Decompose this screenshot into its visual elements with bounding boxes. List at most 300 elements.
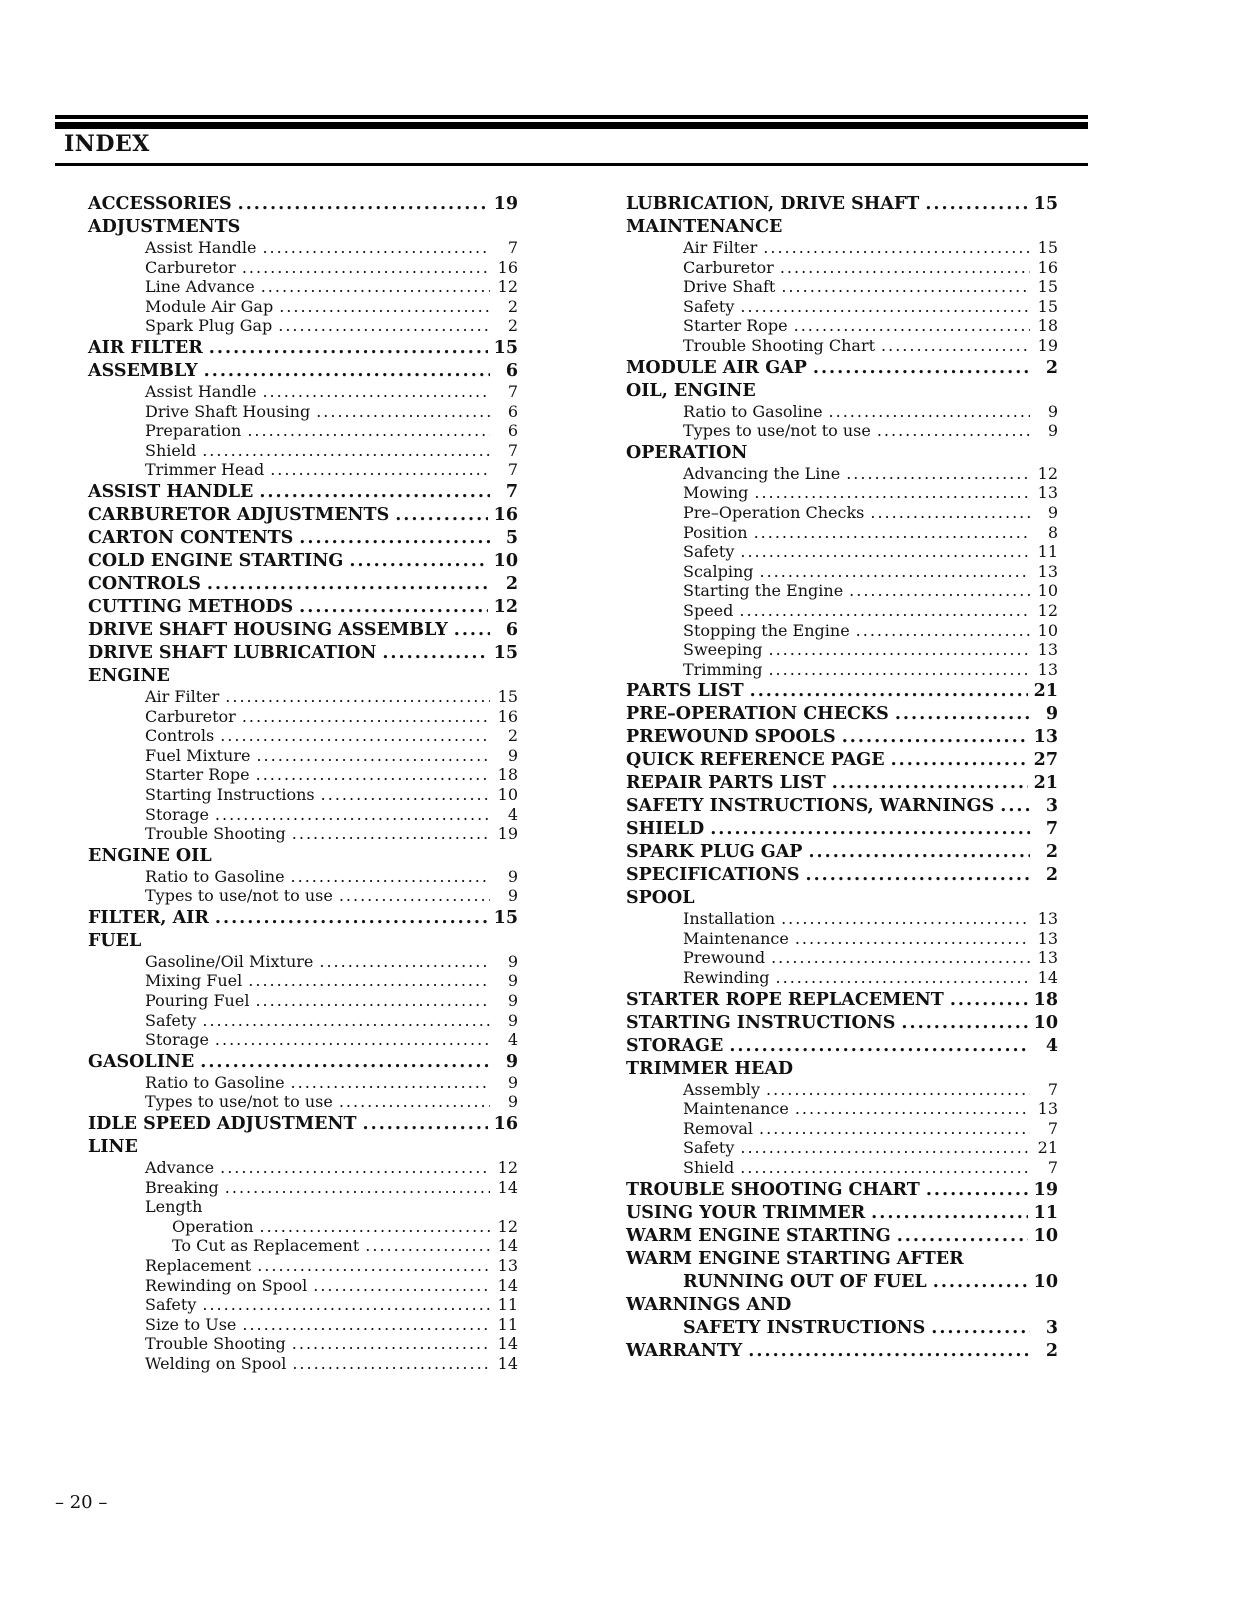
dot-leader	[256, 746, 490, 766]
index-subentry	[88, 460, 518, 480]
entry-page-number: 8	[1047, 522, 1058, 542]
entry-label: Replacement	[145, 1256, 252, 1275]
dot-leader	[781, 909, 1030, 929]
entry-page-number: 7	[507, 460, 518, 480]
index-entry	[88, 642, 518, 664]
entry-page-number: 9	[1047, 502, 1058, 522]
entry-label: Safety	[145, 1010, 197, 1030]
entry-label: Breaking	[145, 1177, 219, 1197]
dot-leader	[901, 1012, 1027, 1034]
entry-label: CUTTING METHODS	[88, 596, 294, 617]
entry-label: SPOOL	[626, 888, 695, 909]
entry-page-number: 13	[1037, 1099, 1058, 1119]
entry-label: Speed	[683, 600, 734, 620]
dot-leader	[740, 542, 1030, 562]
index-subentry	[626, 258, 1058, 278]
dot-leader	[292, 1354, 490, 1374]
header-rule-bottom	[55, 163, 1088, 166]
index-subentry	[88, 258, 518, 278]
index-entry	[88, 337, 518, 359]
entry-label: CONTROLS	[88, 573, 201, 594]
entry-label: Trouble Shooting Chart	[683, 335, 876, 355]
entry-page-number: 9	[507, 1010, 518, 1030]
index-subentry	[626, 421, 1058, 441]
index-entry	[88, 1136, 518, 1158]
index-entry	[88, 619, 518, 641]
index-column-right	[626, 192, 1058, 1362]
entry-page-number: 14	[497, 1177, 518, 1197]
dot-leader	[926, 1179, 1028, 1201]
dot-leader	[279, 297, 490, 317]
entry-label: Safety	[683, 296, 735, 316]
dot-leader	[257, 1256, 490, 1276]
dot-leader	[877, 421, 1030, 441]
entry-label: Types to use/not to use	[145, 1092, 333, 1112]
entry-label: Maintenance	[683, 928, 789, 948]
dot-leader	[780, 258, 1030, 278]
entry-page-number: 11	[1037, 542, 1058, 562]
entry-label: Stopping the Engine	[683, 620, 850, 640]
dot-leader	[299, 596, 487, 618]
dot-leader	[881, 336, 1030, 356]
dot-leader	[321, 785, 490, 805]
dot-leader	[454, 619, 490, 641]
index-subentry	[88, 886, 518, 906]
dot-leader	[270, 460, 490, 480]
entry-label: SAFETY INSTRUCTIONS, WARNINGS	[626, 796, 995, 817]
dot-leader	[220, 1158, 490, 1178]
entry-label: Position	[683, 522, 748, 542]
entry-label: Starting Instructions	[145, 784, 315, 804]
entry-page-number: 27	[1033, 750, 1058, 771]
index-subentry	[88, 785, 518, 805]
dot-leader	[363, 1113, 488, 1135]
entry-label: ASSEMBLY	[88, 360, 198, 381]
index-subentry	[88, 297, 518, 317]
entry-page-number: 13	[1037, 483, 1058, 503]
index-entry	[626, 216, 1058, 238]
dot-leader	[895, 703, 1030, 725]
dot-leader	[339, 886, 490, 906]
index-entry	[626, 818, 1058, 840]
index-subentry	[626, 542, 1058, 562]
index-entry	[626, 1248, 1058, 1270]
entry-page-number: 9	[507, 971, 518, 991]
entry-label: COLD ENGINE STARTING	[88, 550, 344, 571]
dot-leader	[849, 581, 1030, 601]
index-entry	[626, 841, 1058, 863]
entry-page-number: 12	[497, 277, 518, 297]
index-subentry	[626, 1099, 1058, 1119]
entry-label: Assist Handle	[145, 381, 257, 401]
entry-label: Safety	[683, 542, 735, 562]
entry-label: Types to use/not to use	[683, 421, 871, 441]
entry-page-number: 15	[493, 642, 518, 663]
entry-label: ENGINE	[88, 665, 170, 686]
dot-leader	[319, 952, 490, 972]
index-subentry	[626, 316, 1058, 336]
entry-label: Shield	[683, 1158, 735, 1178]
entry-page-number: 4	[507, 1030, 518, 1050]
index-entry	[88, 930, 518, 952]
entry-page-number: 15	[1037, 296, 1058, 316]
index-subentry	[88, 1276, 518, 1296]
dot-leader	[891, 749, 1028, 771]
entry-page-number: 16	[1037, 257, 1058, 277]
entry-label: Ratio to Gasoline	[145, 866, 285, 886]
index-subentry	[626, 503, 1058, 523]
index-column-left	[88, 192, 518, 1374]
entry-page-number: 15	[1037, 277, 1058, 297]
dot-leader	[382, 642, 487, 664]
entry-label: WARM ENGINE STARTING	[626, 1225, 891, 1246]
dot-leader	[795, 929, 1030, 949]
entry-label: Scalping	[683, 561, 754, 581]
entry-label: USING YOUR TRIMMER	[626, 1202, 866, 1223]
dot-leader	[202, 1011, 490, 1031]
dot-leader	[748, 1340, 1030, 1362]
entry-label: Controls	[145, 726, 215, 746]
entry-page-number: 9	[1045, 704, 1058, 725]
index-subentry	[626, 464, 1058, 484]
entry-label: CARBURETOR ADJUSTMENTS	[88, 504, 390, 525]
index-entry	[626, 989, 1058, 1011]
index-subentry	[88, 765, 518, 785]
dot-leader	[739, 601, 1030, 621]
entry-page-number: 7	[1047, 1118, 1058, 1138]
entry-page-number: 6	[505, 619, 518, 640]
entry-page-number: 14	[497, 1334, 518, 1354]
index-entry	[88, 550, 518, 572]
entry-label: LUBRICATION, DRIVE SHAFT	[626, 194, 920, 214]
dot-leader	[832, 772, 1028, 794]
dot-leader	[395, 504, 487, 526]
dot-leader	[291, 867, 490, 887]
entry-label: To Cut as Replacement	[172, 1236, 360, 1256]
index-entry	[88, 907, 518, 929]
entry-page-number: 11	[497, 1295, 518, 1315]
dot-leader	[261, 277, 490, 297]
index-subentry	[88, 707, 518, 727]
entry-label: PARTS LIST	[626, 681, 744, 702]
index-subentry	[88, 421, 518, 441]
entry-label: Ratio to Gasoline	[683, 401, 823, 421]
entry-label: REPAIR PARTS LIST	[626, 773, 826, 794]
dot-leader	[313, 1276, 490, 1296]
index-subentry	[626, 948, 1058, 968]
dot-leader	[933, 1271, 1028, 1293]
index-subentry	[88, 1197, 518, 1217]
index-entry	[88, 193, 518, 215]
index-subentry	[88, 1295, 518, 1315]
index-subentry	[88, 1178, 518, 1198]
entry-page-number: 5	[505, 527, 518, 548]
dot-leader	[256, 765, 490, 785]
entry-label: Starter Rope	[145, 765, 250, 785]
index-entry	[626, 772, 1058, 794]
dot-leader	[207, 573, 490, 595]
entry-page-number: 18	[1033, 989, 1058, 1010]
entry-page-number: 9	[507, 1072, 518, 1092]
dot-leader	[729, 1035, 1030, 1057]
index-subentry	[626, 1138, 1058, 1158]
dot-leader	[215, 805, 490, 825]
entry-label: DRIVE SHAFT LUBRICATION	[88, 642, 377, 663]
header-rule-top	[55, 115, 1088, 119]
index-subentry	[88, 1011, 518, 1031]
entry-label: WARM ENGINE STARTING AFTER	[626, 1248, 964, 1269]
entry-page-number: 12	[493, 596, 518, 617]
index-entry	[88, 216, 518, 238]
index-subentry	[626, 601, 1058, 621]
entry-label: Fuel Mixture	[145, 745, 251, 765]
entry-page-number: 19	[1033, 1179, 1058, 1200]
entry-page-number: 2	[507, 316, 518, 336]
dot-leader	[262, 238, 490, 258]
entry-page-number: 15	[497, 686, 518, 706]
entry-page-number: 13	[1037, 928, 1058, 948]
entry-label: Sweeping	[683, 640, 763, 660]
index-entry	[626, 357, 1058, 379]
index-entry	[626, 726, 1058, 748]
dot-leader	[794, 316, 1030, 336]
index-subentry	[626, 1080, 1058, 1100]
dot-leader	[740, 1158, 1030, 1178]
index-entry	[626, 442, 1058, 464]
entry-label: Pre–Operation Checks	[683, 502, 865, 522]
dot-leader	[299, 527, 490, 549]
entry-page-number: 14	[497, 1275, 518, 1295]
entry-label: SAFETY INSTRUCTIONS	[683, 1317, 926, 1338]
index-subentry	[88, 1030, 518, 1050]
entry-page-number: 7	[1045, 819, 1058, 840]
index-subentry	[88, 824, 518, 844]
entry-label: FUEL	[88, 930, 142, 951]
entry-label: IDLE SPEED ADJUSTMENT	[88, 1114, 357, 1135]
entry-page-number: 13	[1037, 909, 1058, 929]
header-rule-heavy	[55, 122, 1088, 129]
entry-label: Assist Handle	[145, 238, 257, 257]
entry-page-number: 13	[497, 1256, 518, 1275]
dot-leader	[808, 841, 1030, 863]
dot-leader	[846, 464, 1030, 484]
entry-page-number: 15	[1037, 238, 1058, 257]
entry-label: Shield	[145, 440, 197, 460]
dot-leader	[204, 360, 490, 382]
entry-page-number: 2	[1045, 842, 1058, 863]
index-entry	[626, 1202, 1058, 1224]
dot-leader	[750, 680, 1028, 702]
index-subentry	[626, 523, 1058, 543]
entry-label: Operation	[172, 1216, 254, 1236]
index-subentry	[88, 1236, 518, 1256]
entry-page-number: 9	[507, 1092, 518, 1112]
entry-label: Starting the Engine	[683, 581, 844, 601]
entry-page-number: 6	[505, 360, 518, 381]
dot-leader	[806, 864, 1031, 886]
entry-page-number: 7	[507, 440, 518, 460]
dot-leader	[766, 1080, 1030, 1100]
entry-label: Removal	[683, 1118, 754, 1138]
index-subentry	[626, 277, 1058, 297]
index-entry	[626, 1294, 1058, 1316]
index-subentry	[626, 483, 1058, 503]
dot-leader	[215, 1030, 490, 1050]
entry-page-number: 10	[493, 550, 518, 571]
entry-page-number: 12	[1037, 463, 1058, 483]
entry-label: ASSIST HANDLE	[88, 481, 254, 502]
index-subentry	[626, 562, 1058, 582]
entry-label: Size to Use	[145, 1314, 237, 1334]
index-subentry	[626, 660, 1058, 680]
entry-page-number: 15	[493, 907, 518, 928]
entry-label: Carburetor	[145, 257, 236, 277]
entry-page-number: 2	[507, 296, 518, 316]
entry-label: Storage	[145, 1030, 209, 1050]
entry-page-number: 14	[1037, 968, 1058, 988]
entry-page-number: 9	[1047, 401, 1058, 421]
entry-page-number: 14	[497, 1236, 518, 1256]
dot-leader	[209, 337, 488, 359]
index-subentry	[88, 1315, 518, 1335]
entry-label: LINE	[88, 1137, 138, 1158]
index-subentry	[626, 621, 1058, 641]
index-entry	[626, 1271, 1058, 1293]
dot-leader	[769, 640, 1031, 660]
entry-page-number: 13	[1037, 659, 1058, 679]
dot-leader	[925, 193, 1027, 215]
index-subentry	[88, 1334, 518, 1354]
index-entry	[88, 360, 518, 382]
dot-leader	[247, 421, 490, 441]
index-subentry	[88, 1073, 518, 1093]
dot-leader	[795, 1099, 1030, 1119]
entry-page-number: 2	[1045, 357, 1058, 378]
entry-page-number: 21	[1033, 681, 1058, 702]
dot-leader	[771, 948, 1030, 968]
entry-label: Preparation	[145, 421, 242, 441]
entry-page-number: 21	[1033, 773, 1058, 794]
entry-label: Starter Rope	[683, 316, 788, 336]
index-subentry	[88, 402, 518, 422]
entry-label: Installation	[683, 909, 776, 929]
entry-label: MODULE AIR GAP	[626, 357, 807, 378]
dot-leader	[259, 481, 490, 503]
entry-page-number: 9	[1047, 421, 1058, 441]
entry-page-number: 14	[497, 1353, 518, 1373]
entry-page-number: 12	[497, 1158, 518, 1178]
index-entry	[88, 845, 518, 867]
index-subentry	[88, 687, 518, 707]
entry-label: WARRANTY	[626, 1340, 743, 1361]
dot-leader	[950, 989, 1028, 1011]
index-subentry	[88, 991, 518, 1011]
dot-leader	[763, 238, 1030, 258]
entry-label: Module Air Gap	[145, 296, 274, 316]
entry-page-number: 10	[1033, 1225, 1058, 1246]
index-subentry	[88, 1092, 518, 1112]
entry-label: Air Filter	[145, 686, 220, 706]
entry-label: Air Filter	[683, 238, 758, 257]
dot-leader	[349, 550, 487, 572]
index-subentry	[88, 441, 518, 461]
entry-label: SHIELD	[626, 819, 705, 840]
index-entry	[88, 665, 518, 687]
index-subentry	[626, 297, 1058, 317]
index-entry	[626, 1179, 1058, 1201]
dot-leader	[202, 441, 490, 461]
entry-label: CARTON CONTENTS	[88, 527, 294, 548]
index-subentry	[88, 952, 518, 972]
entry-label: Carburetor	[683, 257, 774, 277]
dot-leader	[365, 1236, 490, 1256]
entry-label: Line Advance	[145, 277, 255, 297]
entry-label: STORAGE	[626, 1035, 724, 1056]
dot-leader	[242, 258, 490, 278]
entry-page-number: 10	[1037, 620, 1058, 640]
entry-label: SPECIFICATIONS	[626, 865, 800, 886]
entry-page-number: 21	[1037, 1138, 1058, 1158]
dot-leader	[781, 277, 1030, 297]
index-subentry	[626, 1158, 1058, 1178]
entry-page-number: 18	[1037, 316, 1058, 336]
entry-label: Trimming	[683, 659, 763, 679]
entry-page-number: 12	[1037, 600, 1058, 620]
entry-page-number: 10	[1033, 1012, 1058, 1033]
entry-label: AIR FILTER	[88, 337, 203, 358]
index-subentry	[88, 1354, 518, 1374]
entry-label: Prewound	[683, 948, 766, 968]
entry-label: Drive Shaft	[683, 277, 776, 297]
entry-page-number: 9	[507, 886, 518, 906]
dot-leader	[278, 316, 490, 336]
entry-label: ENGINE OIL	[88, 845, 212, 866]
entry-label: ACCESSORIES	[88, 194, 232, 214]
index-entry	[626, 795, 1058, 817]
entry-page-number: 10	[497, 784, 518, 804]
entry-label: FILTER, AIR	[88, 907, 209, 928]
index-subentry	[626, 581, 1058, 601]
index-subentry	[88, 867, 518, 887]
dot-leader	[339, 1092, 490, 1112]
entry-label: Gasoline/Oil Mixture	[145, 951, 314, 971]
dot-leader	[262, 382, 490, 402]
dot-leader	[842, 726, 1028, 748]
index-entry	[626, 1225, 1058, 1247]
entry-page-number: 9	[507, 991, 518, 1011]
entry-label: RUNNING OUT OF FUEL	[683, 1271, 927, 1292]
index-entry	[626, 1035, 1058, 1057]
index-subentry	[626, 909, 1058, 929]
index-subentry	[88, 382, 518, 402]
entry-page-number: 16	[497, 706, 518, 726]
dot-leader	[931, 1317, 1030, 1339]
entry-label: TROUBLE SHOOTING CHART	[626, 1179, 920, 1200]
dot-leader	[202, 1295, 490, 1315]
entry-label: Trouble Shooting	[145, 824, 286, 844]
index-entry	[88, 1051, 518, 1073]
entry-label: Pouring Fuel	[145, 991, 250, 1011]
index-subentry	[626, 968, 1058, 988]
dot-leader	[871, 1202, 1028, 1224]
dot-leader	[242, 707, 490, 727]
entry-page-number: 7	[1047, 1158, 1058, 1178]
entry-page-number: 13	[1037, 561, 1058, 581]
entry-page-number: 4	[507, 804, 518, 824]
index-subentry	[626, 640, 1058, 660]
dot-leader	[710, 818, 1030, 840]
index-entry	[626, 193, 1058, 215]
